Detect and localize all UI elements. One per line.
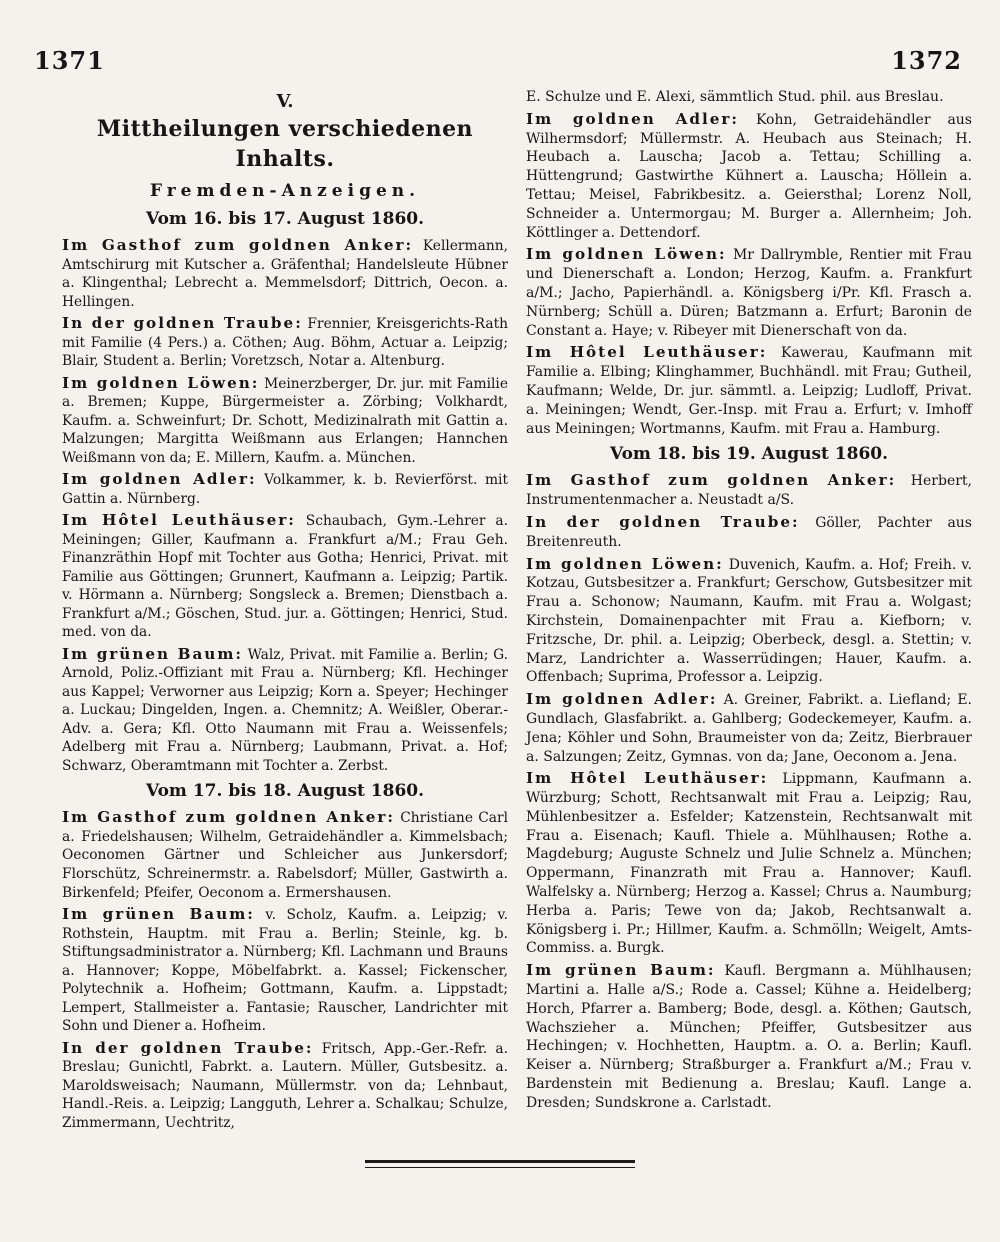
guest-list: Fritsch, App.-Ger.-Refr. a. Breslau; Gunichtl, Fabrkt. a. Lautern. Müller, Gutsbesitz. a. Maroldsweisach; Naumann, Müllermstr. von da; Lehnbaut, Handl.-Reis. a. Leipzig; Langguth, Lehrer a. Schalkau; Schulze, Zimmermann, Uechtritz, <box>62 1040 508 1131</box>
guest-list: Meinerzberger, Dr. jur. mit Familie a. Bremen; Kuppe, Bürgermeister a. Zörbing; Volkhardt, Kaufm. a. Schweinfurt; Dr. Schott, Medizinalrath mit Gattin a. Malzungen; Margitta Weißmann aus Erlangen; Hannchen Weißmann von da; E. Millern, Kaufm. a. München. <box>62 375 508 466</box>
guest-entry <box>526 690 972 766</box>
entries-group <box>526 110 972 439</box>
guest-entry <box>62 374 508 468</box>
hotel-name: In der goldnen Traube: <box>62 1038 314 1057</box>
guest-entry <box>526 555 972 688</box>
hotel-name: Im grünen Baum: <box>526 961 716 980</box>
guest-entry <box>526 110 972 243</box>
guest-list: Kaufl. Bergmann a. Mühlhausen; Martini a. Halle a/S.; Rode a. Cassel; Kühne a. Heidelberg; Horch, Pfarrer a. Bamberg; Bode, desgl. a. Köthen; Gautsch, Wachszieher a. München; Pfeiffer, Gutsbesitzer aus Hechingen; v. Hochhetten, Hauptm. a. O. a. Berlin; Kaufl. Keiser a. Nürnberg; Straßburger a. Frankfurt a/M.; Frau v. Bardenstein mit Bedienung a. Breslau; Kaufl. Lange a. Dresden; Sundskrone a. Carlstadt. <box>526 963 972 1111</box>
hotel-name: Im goldnen Adler: <box>62 470 257 489</box>
page-number-left: 1371 <box>34 46 105 75</box>
hotel-name: Im Hôtel Leuthäuser: <box>62 511 296 530</box>
guest-list: Kohn, Getraidehändler aus Wilhermsdorf; Müllermstr. A. Heubach aus Steinach; H. Heubach a. Lauscha; Jacob a. Tettau; Schilling a. Hüttengrund; Gastwirthe Kühnert a. Lauscha; Höllein a. Tettau; Meisel, Fabrikbesitz. a. Geiersthal; Lorenz Noll, Schneider a. Untermorgau; M. Burger a. Allernheim; Joh. Köttlinger a. Dettendorf. <box>526 111 972 241</box>
end-rule <box>365 1160 635 1163</box>
guest-list: Herbert, Instrumentenmacher a. Neustadt a/S. <box>526 473 972 509</box>
entries-group <box>62 236 508 775</box>
continued-entry: E. Schulze und E. Alexi, sämmtlich Stud. phil. aus Breslau. <box>526 89 944 105</box>
guest-list: v. Scholz, Kaufm. a. Leipzig; v. Rothstein, Hauptm. mit Frau a. Berlin; Steinle, kg. b. Stiftungsadministrator a. Nürnberg; Kfl. Lachmann und Brauns a. Hannover; Koppe, Möbelfabrkt. a. Kassel; Fickenscher, Polytechnik a. Hofheim; Gottmann, Kaufm. a. Lippstadt; Lempert, Stallmeister a. Fantasie; Rauscher, Landrichter mit Sohn und Diener a. Hofheim. <box>62 907 508 1035</box>
section-number: V. <box>276 91 294 112</box>
guest-list: Walz, Privat. mit Familie a. Berlin; G. Arnold, Poliz.-Offiziant mit Frau a. Nürnberg; Kfl. Hechinger aus Kappel; Verworner aus Leipzig; Korn a. Speyer; Hechinger a. Luckau; Dingelden, Ingen. a. Chemnitz; A. Weißler, Oberar.-Adv. a. Gera; Kfl. Otto Naumann mit Frau a. Weissenfels; Adelberg mit Frau a. Nürnberg; Laubmann, Privat. a. Hof; Schwarz, Oberamtmann mit Tochter a. Zerbst. <box>62 646 508 774</box>
hotel-name: Im Hôtel Leuthäuser: <box>526 769 769 788</box>
hotel-name: Im grünen Baum: <box>62 905 255 924</box>
guest-list: Schaubach, Gym.-Lehrer a. Meiningen; Giller, Kaufmann a. Frankfurt a/M.; Frau Geh. Finanzräthin Hopf mit Tochter aus Gotha; Henrici, Privat. mit Familie aus Göttingen; Grunnert, Kaufmann a. Leipzig; Partik. v. Hörmann a. Nürnberg; Songsleck a. Bremen; Dienstbach a. Frankfurt a/M.; Göschen, Stud. jur. a. Göttingen; Henrici, Stud. med. von da. <box>62 513 508 641</box>
date-heading: Vom 18. bis 19. August 1860. <box>609 444 889 465</box>
section-subtitle: Fremden-Anzeigen. <box>149 181 421 201</box>
guest-list: Kawerau, Kaufmann mit Familie a. Elbing; Klinghammer, Buchhändl. mit Frau; Gutheil, Kaufmann; Welde, Dr. jur. sämmtl. a. Leipzig; Ludloff, Privat. a. Meiningen; Wendt, Ger.-Insp. mit Frau a. Erfurt; v. Imhoff aus Meiningen; Wortmanns, Kaufm. mit Frau a. Hamburg. <box>526 345 973 437</box>
end-rule-thin <box>365 1167 635 1168</box>
hotel-name: Im Gasthof zum goldnen Anker: <box>62 236 414 254</box>
hotel-name: Im goldnen Adler: <box>526 109 740 128</box>
left-column <box>62 88 508 1135</box>
guest-entry <box>62 511 508 642</box>
hotel-name: Im Hôtel Leuthäuser: <box>526 343 768 362</box>
hotel-name: Im goldnen Löwen: <box>526 245 727 264</box>
guest-entry <box>526 513 972 552</box>
right-column <box>526 88 972 1116</box>
guest-list: Mr Dallrymble, Rentier mit Frau und Dienerschaft a. London; Herzog, Kaufm. a. Frankfurt a/M.; Jacho, Papierhändl. a. Königsberg i/Pr. Kfl. Frasch a. Nürnberg; Schüll a. Düren; Batzmann a. Erfurt; Baronin de Constant a. Haye; v. Ribeyer mit Dienerschaft von da. <box>526 247 972 339</box>
guest-list: Göller, Pachter aus Breitenreuth. <box>526 514 972 550</box>
entries-group <box>526 471 972 1112</box>
hotel-name: In der goldnen Traube: <box>526 512 800 531</box>
date-heading: Vom 16. bis 17. August 1860. <box>145 209 425 229</box>
hotel-name: Im goldnen Löwen: <box>526 554 724 573</box>
hotel-name: Im grünen Baum: <box>62 644 244 663</box>
guest-list: Frennier, Kreisgerichts-Rath mit Familie (4 Pers.) a. Cöthen; Aug. Böhm, Actuar a. Leipzig; Blair, Student a. Berlin; Voretzsch, Notar a. Altenburg. <box>62 316 508 370</box>
section-title: Mittheilungen verschiedenen Inhalts. <box>96 116 474 172</box>
guest-entry <box>526 245 972 340</box>
page-number-right: 1372 <box>891 46 962 75</box>
guest-list: Lippmann, Kaufmann a. Würzburg; Schott, Rechtsanwalt mit Frau a. Leipzig; Rau, Mühlenbesitzer a. Esfelder; Katzenstein, Rechtsanwalt mit Frau a. Eisenach; Kaufl. Thiele a. Mühlhausen; Rothe a. Magdeburg; Auguste Schnelz und Julie Schnelz a. München; Oppermann, Finanzrath mit Frau a. Hannover; Kaufl. Walfelsky a. Nürnberg; Herzog a. Kassel; Chrus a. Naumburg; Herba a. Paris; Tewe von da; Jakob, Rechtsanwalt a. Königsberg i. Pr.; Hillmer, Kaufm. a. Schmölln; Weigelt, Amts-Commiss. a. Burgk. <box>526 771 972 957</box>
guest-entry <box>62 905 508 1036</box>
guest-list: Kellermann, Amtschirurg mit Kutscher a. Gräfenthal; Handelsleute Hübner a. Klingenthal; Lebrecht a. Memmelsdorf; Dittrich, Oecon. a. Hellingen. <box>62 238 508 310</box>
guest-entry <box>526 961 972 1112</box>
guest-entry <box>62 470 508 508</box>
date-heading: Vom 17. bis 18. August 1860. <box>145 781 425 802</box>
hotel-name: Im goldnen Adler: <box>526 690 718 709</box>
hotel-name: Im Gasthof zum goldnen Anker: <box>62 808 395 827</box>
hotel-name: Im goldnen Löwen: <box>62 373 260 392</box>
guest-entry <box>526 343 972 438</box>
guest-list: Volkammer, k. b. Revierförst. mit Gattin a. Nürnberg. <box>62 472 508 507</box>
guest-entry <box>62 314 508 371</box>
guest-entry <box>62 645 508 776</box>
hotel-name: In der goldnen Traube: <box>62 314 303 333</box>
guest-list: A. Greiner, Fabrikt. a. Liefland; E. Gundlach, Glasfabrikt. a. Gahlberg; Godeckemeyer, Kaufm. a. Jena; Köhler und Sohn, Braumeister von da; Zeitz, Bierbrauer a. Salzungen; Zeitz, Gymnas. von da; Jane, Oeconom a. Jena. <box>526 692 973 765</box>
guest-entry <box>62 808 508 902</box>
guest-entry <box>62 1039 508 1133</box>
guest-entry <box>526 471 972 510</box>
guest-entry <box>62 236 508 311</box>
guest-list: Duvenich, Kaufm. a. Hof; Freih. v. Kotzau, Gutsbesitzer a. Frankfurt; Gerschow, Gutsbesitzer mit Frau a. Schonow; Naumann, Kaufm. mit Frau a. Wolgast; Kirchstein, Domainenpachter mit Frau a. Kiefborn; v. Fritzsche, Dr. phil. a. Leipzig; Oberbeck, desgl. a. Stettin; v. Marz, Landrichter a. Wasserrüdingen; Hauer, Kaufm. a. Offenbach; Suprima, Professor a. Leipzig. <box>526 556 973 686</box>
hotel-name: Im Gasthof zum goldnen Anker: <box>526 471 897 490</box>
guest-list: Christiane Carl a. Friedelshausen; Wilhelm, Getraidehändler a. Kimmelsbach; Oeconomen Gärtner und Schleicher aus Junkersdorf; Florschütz, Schreinermstr. a. Rabelsdorf; Müller, Gastwirth a. Birkenfeld; Pfeifer, Oeconom a. Ermershausen. <box>62 810 508 901</box>
guest-entry <box>526 769 972 958</box>
entries-group <box>62 808 508 1132</box>
